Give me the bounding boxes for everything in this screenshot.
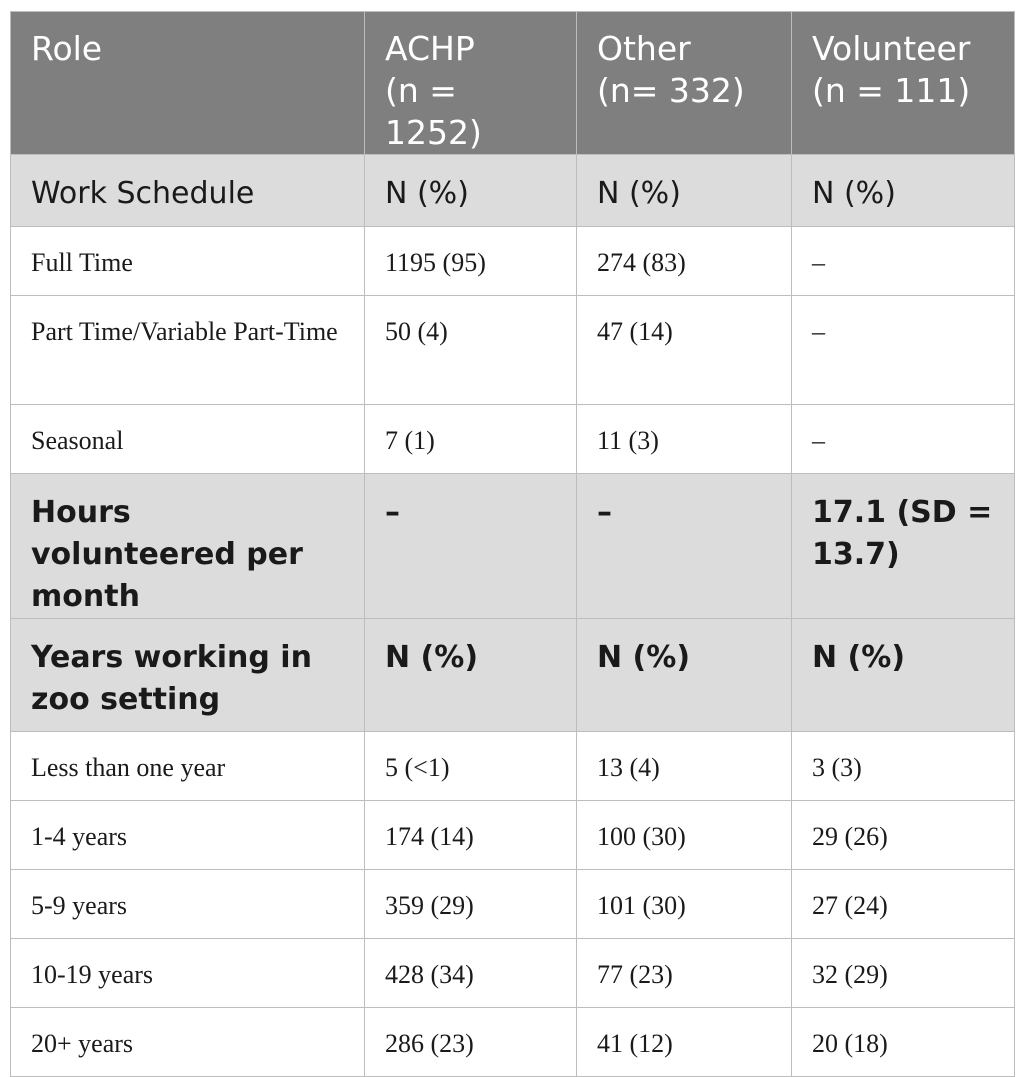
- table-row: [11, 296, 1015, 405]
- table-row: [11, 801, 1015, 870]
- cell-achp: –: [365, 474, 577, 619]
- cell-other: 77 (23): [577, 939, 792, 1008]
- cell-volunteer: 29 (26): [792, 801, 1015, 870]
- cell-volunteer: 20 (18): [792, 1008, 1015, 1077]
- cell-achp: 174 (14): [365, 801, 577, 870]
- cell-other: 100 (30): [577, 801, 792, 870]
- header-achp-line1: ACHP: [385, 29, 475, 68]
- cell-other: 274 (83): [577, 227, 792, 296]
- table-row: [11, 227, 1015, 296]
- header-volunteer-line1: Volunteer: [812, 29, 971, 68]
- cell-role: Seasonal: [11, 405, 365, 474]
- cell-achp: 50 (4): [365, 296, 577, 405]
- cell-achp: 5 (<1): [365, 732, 577, 801]
- cell-role: 20+ years: [11, 1008, 365, 1077]
- cell-role: Years working in zoo setting: [11, 619, 365, 732]
- cell-other: N (%): [577, 619, 792, 732]
- cell-volunteer: 17.1 (SD = 13.7): [792, 474, 1015, 619]
- table-body: [11, 155, 1015, 1077]
- table-row: [11, 405, 1015, 474]
- cell-volunteer: N (%): [792, 619, 1015, 732]
- cell-other: N (%): [577, 155, 792, 227]
- cell-other: –: [577, 474, 792, 619]
- cell-role: 1-4 years: [11, 801, 365, 870]
- header-cell-other: [577, 12, 792, 155]
- cell-other: 47 (14): [577, 296, 792, 405]
- cell-role: 10-19 years: [11, 939, 365, 1008]
- cell-achp: N (%): [365, 619, 577, 732]
- table-header-row: [11, 12, 1015, 155]
- header-other-line1: Other: [597, 29, 691, 68]
- cell-volunteer: 32 (29): [792, 939, 1015, 1008]
- cell-achp: 428 (34): [365, 939, 577, 1008]
- header-cell-volunteer: [792, 12, 1015, 155]
- section-row: [11, 155, 1015, 227]
- header-achp-line2: (n = 1252): [385, 71, 482, 152]
- header-cell-achp: [365, 12, 577, 155]
- cell-volunteer: N (%): [792, 155, 1015, 227]
- header-cell-role: Role: [11, 12, 365, 155]
- section-row: [11, 474, 1015, 619]
- header-other-line2: (n= 332): [597, 71, 745, 110]
- cell-achp: 359 (29): [365, 870, 577, 939]
- cell-role: 5-9 years: [11, 870, 365, 939]
- table-row: [11, 1008, 1015, 1077]
- cell-volunteer: –: [792, 227, 1015, 296]
- cell-volunteer: 27 (24): [792, 870, 1015, 939]
- table-row: [11, 939, 1015, 1008]
- cell-other: 41 (12): [577, 1008, 792, 1077]
- cell-volunteer: 3 (3): [792, 732, 1015, 801]
- cell-achp: 286 (23): [365, 1008, 577, 1077]
- cell-role: Part Time/Variable Part-Time: [11, 296, 365, 405]
- cell-role: Less than one year: [11, 732, 365, 801]
- header-volunteer-line2: (n = 111): [812, 71, 971, 110]
- cell-role: Hours volunteered per month: [11, 474, 365, 619]
- cell-achp: 7 (1): [365, 405, 577, 474]
- cell-achp: N (%): [365, 155, 577, 227]
- data-table: [10, 11, 1015, 1077]
- cell-volunteer: –: [792, 405, 1015, 474]
- table-row: [11, 732, 1015, 801]
- cell-other: 13 (4): [577, 732, 792, 801]
- table-row: [11, 870, 1015, 939]
- cell-volunteer: –: [792, 296, 1015, 405]
- cell-other: 11 (3): [577, 405, 792, 474]
- cell-achp: 1195 (95): [365, 227, 577, 296]
- cell-other: 101 (30): [577, 870, 792, 939]
- section-row: [11, 619, 1015, 732]
- cell-role: Work Schedule: [11, 155, 365, 227]
- cell-role: Full Time: [11, 227, 365, 296]
